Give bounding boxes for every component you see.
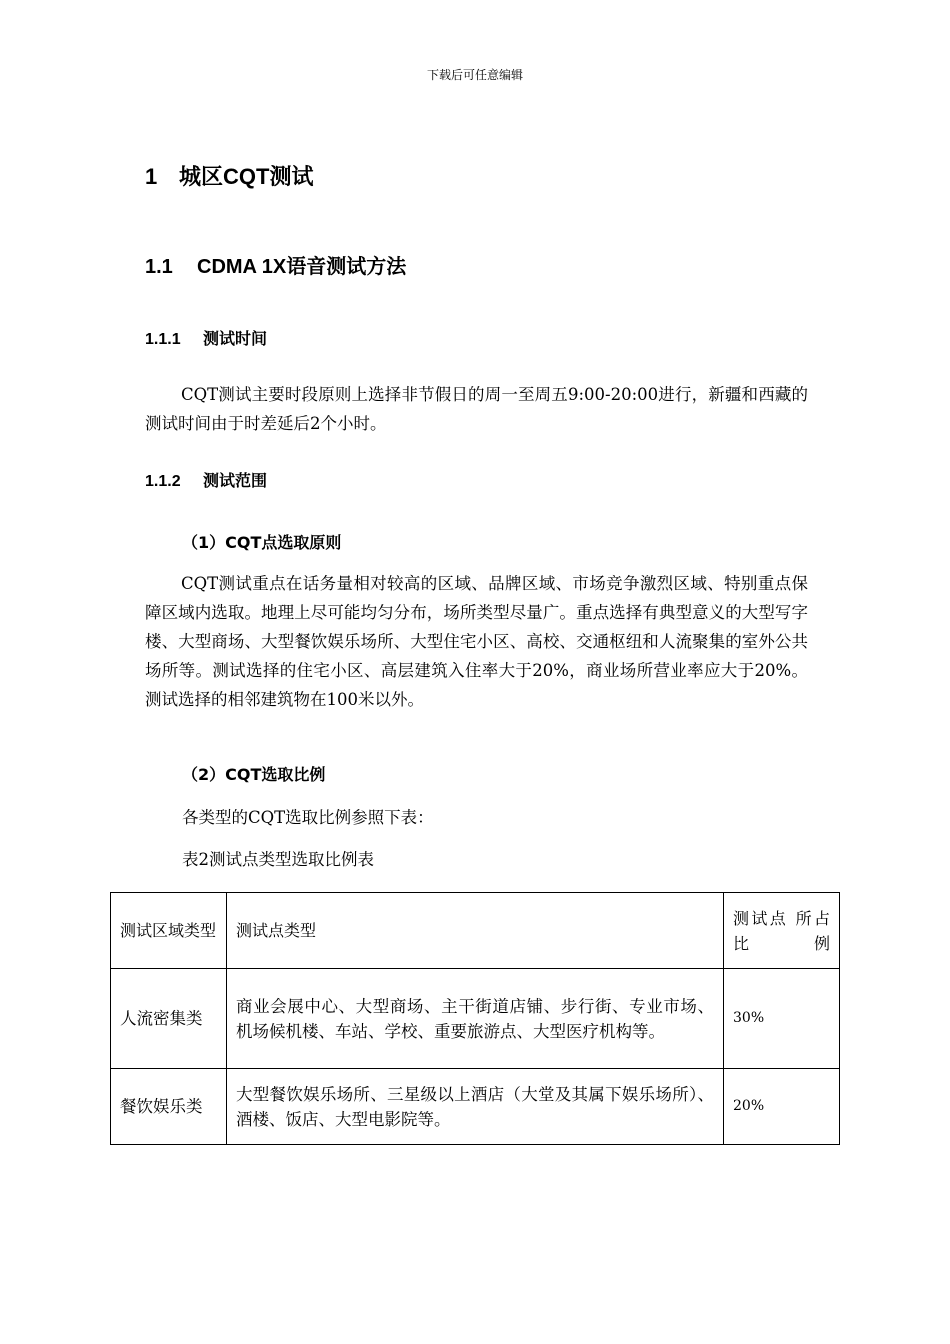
heading-test-scope-title: 测试范围 xyxy=(203,473,268,490)
heading-test-time-title: 测试时间 xyxy=(203,331,268,348)
heading-1-number: 1 xyxy=(145,164,158,189)
paragraph-test-time: CQT测试主要时段原则上选择非节假日的周一至周五9:00-20:00进行，新疆和西藏的测试时间由于时差延后2个小时。 xyxy=(145,385,808,433)
table-cell-ratio: 30% xyxy=(724,969,840,1069)
paragraph-selection-principle: CQT测试重点在话务量相对较高的区域、品牌区域、市场竞争激烈区域、特别重点保障区域内选取。地理上尽可能均匀分布，场所类型尽量广。重点选择有典型意义的大型写字楼、大型商场、大型餐饮娱乐场所、大型住宅小区、高校、交通枢纽和人流聚集的室外公共场所等。测试选择的住宅小区、高层建筑入住率大于20%，商业场所营业率应大于20%。测试选择的相邻建筑物在100米以外。 xyxy=(145,574,808,709)
table-cell-ratio: 20% xyxy=(724,1069,840,1145)
subheading-selection-ratio: （2）CQT选取比例 xyxy=(182,765,326,784)
table-caption: 表2测试点类型选取比例表 xyxy=(182,850,374,869)
paragraph-ratio-intro: 各类型的CQT选取比例参照下表： xyxy=(182,808,434,827)
page-header: 下载后可任意编辑 xyxy=(426,68,523,82)
table-header-cell: 测试点 所占比例 xyxy=(724,893,840,969)
heading-2 xyxy=(145,250,406,279)
heading-test-scope-number: 1.1.2 xyxy=(145,473,181,490)
heading-1-title: 城区CQT测试 xyxy=(179,164,314,189)
heading-1 xyxy=(145,160,313,191)
table-cell-point-type: 商业会展中心、大型商场、主干街道店铺、步行街、专业市场、机场候机楼、车站、学校、重要旅游点、大型医疗机构等。 xyxy=(227,969,724,1069)
subheading-selection-principle: （1）CQT点选取原则 xyxy=(182,533,342,552)
heading-2-number: 1.1 xyxy=(145,256,173,278)
ratio-table xyxy=(110,892,840,1145)
table-header-row xyxy=(111,893,840,969)
heading-test-scope xyxy=(145,468,267,491)
heading-test-time xyxy=(145,326,267,349)
table-header-cell: 测试点类型 xyxy=(227,893,724,969)
heading-2-title: CDMA 1X语音测试方法 xyxy=(197,256,407,278)
table-header-cell: 测试区域类型 xyxy=(111,893,227,969)
table-row xyxy=(111,1069,840,1145)
table-cell-region-type: 人流密集类 xyxy=(111,969,227,1069)
table-cell-point-type: 大型餐饮娱乐场所、三星级以上酒店（大堂及其属下娱乐场所）、酒楼、饭店、大型电影院等。 xyxy=(227,1069,724,1145)
heading-test-time-number: 1.1.1 xyxy=(145,331,181,348)
table-cell-region-type: 餐饮娱乐类 xyxy=(111,1069,227,1145)
table-row xyxy=(111,969,840,1069)
